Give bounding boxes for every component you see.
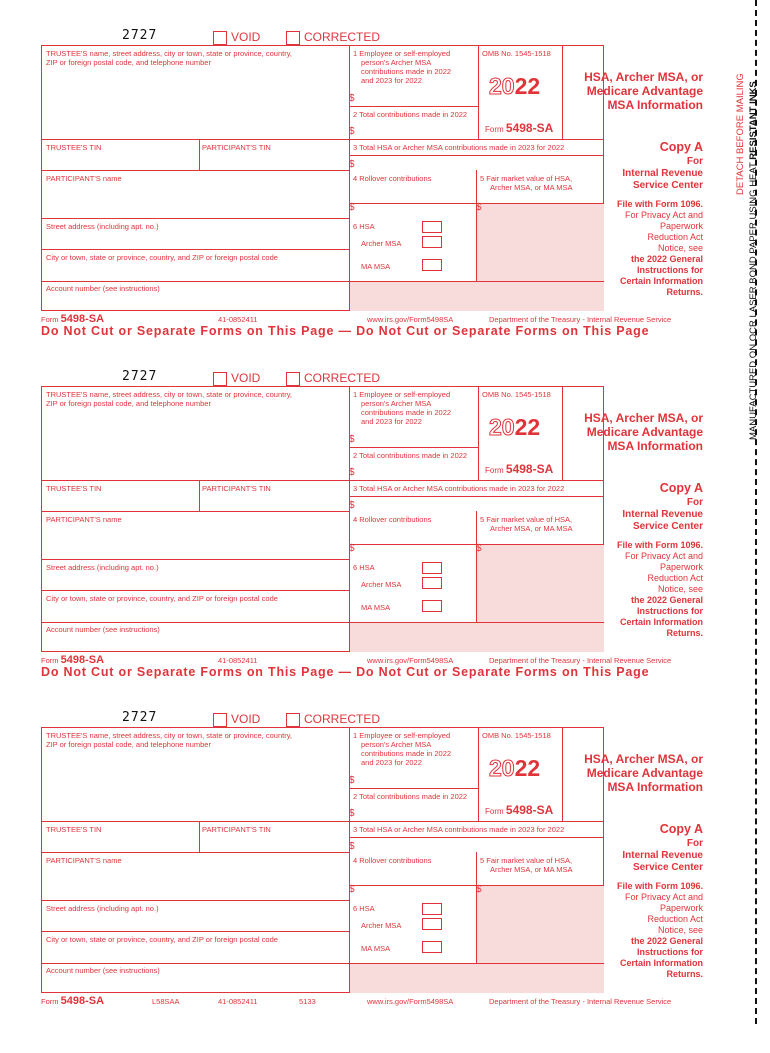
box3-dollar: $ [349, 159, 355, 170]
void-label: VOID [231, 30, 261, 44]
privacy-4: Notice, see [657, 243, 703, 253]
corrected-checkbox[interactable] [286, 713, 300, 727]
trustee-name-label-2: ZIP or foreign postal code, and telephone number [46, 399, 211, 408]
box1-label-3: contributions made in 2022 [361, 408, 452, 417]
hsa-checkbox[interactable] [422, 221, 442, 233]
copy-for: For [686, 156, 703, 167]
privacy-3: Reduction Act [647, 232, 703, 242]
form-title-3: MSA Information [607, 780, 703, 794]
privacy-3: Reduction Act [647, 573, 703, 583]
footer-code: 41-0852411 [218, 997, 258, 1006]
box2-dollar: $ [349, 126, 355, 137]
box6-hsa-label: 6 HSA [353, 563, 375, 572]
footer-code: 41-0852411 [218, 315, 258, 324]
box1-label-3: contributions made in 2022 [361, 67, 452, 76]
side-manufactured-text: MANUFACTURED ON OCR LASER BOND PAPER USING HEAT RESISTANT INKS [748, 81, 759, 440]
tax-year: 2022 [489, 414, 541, 440]
do-not-cut-notice: Do Not Cut or Separate Forms on This Page — Do Not Cut or Separate Forms on This Page [41, 324, 650, 338]
account-label: Account number (see instructions) [46, 966, 160, 975]
box5-label-2: Archer MSA, or MA MSA [490, 524, 573, 533]
street-label: Street address (including apt. no.) [46, 563, 159, 572]
box2-label: 2 Total contributions made in 2022 [353, 792, 468, 801]
privacy-4: Notice, see [657, 584, 703, 594]
privacy-1: For Privacy Act and [624, 551, 703, 561]
trustee-name-label: TRUSTEE'S name, street address, city or town, state or province, country, [46, 49, 292, 58]
irs-line-1: Internal Revenue [622, 850, 703, 861]
box3-dollar: $ [349, 841, 355, 852]
box4-dollar: $ [349, 884, 355, 895]
omb-number: OMB No. 1545-1518 [482, 390, 551, 399]
form-copy-2 [0, 371, 770, 712]
city-label: City or town, state or province, country, and ZIP or foreign postal code [46, 935, 278, 944]
side-detach-text: DETACH BEFORE MAILING [735, 73, 746, 195]
privacy-4: Notice, see [657, 925, 703, 935]
archer-msa-checkbox[interactable] [422, 577, 442, 589]
archer-msa-checkbox[interactable] [422, 918, 442, 930]
omb-number: OMB No. 1545-1518 [482, 49, 551, 58]
footer-form-id: Form 5498-SA [41, 654, 105, 666]
street-label: Street address (including apt. no.) [46, 222, 159, 231]
form-copy-1 [0, 30, 770, 371]
box4-label: 4 Rollover contributions [353, 515, 432, 524]
copy-a-label: Copy A [659, 140, 703, 154]
file-with: File with Form 1096. [616, 881, 703, 891]
box3-label: 3 Total HSA or Archer MSA contributions made in 2023 for 2022 [353, 143, 565, 152]
trustee-tin-label: TRUSTEE'S TIN [46, 825, 102, 834]
participant-name-label: PARTICIPANT'S name [46, 174, 122, 183]
footer-url: www.irs.gov/Form5498SA [367, 315, 454, 324]
form-title-3: MSA Information [607, 439, 703, 453]
box1-label-3: contributions made in 2022 [361, 749, 452, 758]
box5-label: 5 Fair market value of HSA, [480, 174, 573, 183]
box2-dollar: $ [349, 467, 355, 478]
corrected-label: CORRECTED [304, 30, 381, 44]
ma-msa-label: MA MSA [361, 262, 391, 271]
corrected-checkbox[interactable] [286, 31, 300, 45]
shaded-area [476, 885, 604, 963]
participant-tin-label: PARTICIPANT'S TIN [202, 143, 271, 152]
irs-line-2: Service Center [632, 180, 703, 191]
do-not-cut-notice: Do Not Cut or Separate Forms on This Page — Do Not Cut or Separate Forms on This Page [41, 665, 650, 679]
box5-dollar: $ [476, 202, 482, 213]
trustee-tin-label: TRUSTEE'S TIN [46, 143, 102, 152]
box1-label-4: and 2023 for 2022 [361, 76, 422, 85]
privacy-8: Returns. [666, 969, 703, 979]
box2-dollar: $ [349, 808, 355, 819]
form-title-2: Medicare Advantage [586, 84, 703, 98]
irs-line-1: Internal Revenue [622, 509, 703, 520]
box5-dollar: $ [476, 543, 482, 554]
privacy-1: For Privacy Act and [624, 210, 703, 220]
ma-msa-label: MA MSA [361, 603, 391, 612]
privacy-1: For Privacy Act and [624, 892, 703, 902]
shaded-area [476, 203, 604, 281]
box2-label: 2 Total contributions made in 2022 [353, 451, 468, 460]
copy-for: For [686, 497, 703, 508]
footer-dept: Department of the Treasury - Internal Revenue Service [489, 997, 672, 1006]
box1-label-4: and 2023 for 2022 [361, 758, 422, 767]
shaded-account-area [349, 622, 604, 652]
perforation-cut-line [755, 0, 757, 1024]
box1-label: 1 Employee or self-employed [353, 731, 451, 740]
box5-label-2: Archer MSA, or MA MSA [490, 865, 573, 874]
footer-form-id: Form 5498-SA [41, 313, 105, 325]
box1-label: 1 Employee or self-employed [353, 49, 451, 58]
omb-number: OMB No. 1545-1518 [482, 731, 551, 740]
box1-label-4: and 2023 for 2022 [361, 417, 422, 426]
hsa-checkbox[interactable] [422, 562, 442, 574]
trustee-name-label: TRUSTEE'S name, street address, city or town, state or province, country, [46, 390, 292, 399]
archer-msa-label: Archer MSA [361, 921, 402, 930]
form-id: Form 5498-SA [485, 803, 554, 817]
copy-for: For [686, 838, 703, 849]
trustee-name-label: TRUSTEE'S name, street address, city or town, state or province, country, [46, 731, 292, 740]
privacy-5: the 2022 General [630, 595, 703, 605]
trustee-name-label-2: ZIP or foreign postal code, and telephone number [46, 740, 211, 749]
void-label: VOID [231, 712, 261, 726]
archer-msa-label: Archer MSA [361, 580, 402, 589]
privacy-5: the 2022 General [630, 254, 703, 264]
box3-label: 3 Total HSA or Archer MSA contributions made in 2023 for 2022 [353, 484, 565, 493]
form-title-1: HSA, Archer MSA, or [584, 70, 703, 84]
form-copy-3 [0, 712, 770, 1053]
box5-label-2: Archer MSA, or MA MSA [490, 183, 573, 192]
privacy-8: Returns. [666, 628, 703, 638]
corrected-label: CORRECTED [304, 712, 381, 726]
privacy-5: the 2022 General [630, 936, 703, 946]
box1-label-2: person's Archer MSA [361, 399, 432, 408]
irs-line-2: Service Center [632, 862, 703, 873]
shaded-area [476, 544, 604, 622]
form-title-3: MSA Information [607, 98, 703, 112]
ma-msa-checkbox[interactable] [422, 259, 442, 271]
box4-dollar: $ [349, 202, 355, 213]
privacy-7: Certain Information [619, 958, 703, 968]
box3-dollar: $ [349, 500, 355, 511]
corrected-checkbox[interactable] [286, 372, 300, 386]
participant-name-label: PARTICIPANT'S name [46, 856, 122, 865]
box1-label: 1 Employee or self-employed [353, 390, 451, 399]
form-id: Form 5498-SA [485, 462, 554, 476]
copy-a-panel [604, 140, 703, 298]
footer-dept: Department of the Treasury - Internal Revenue Service [489, 656, 672, 665]
participant-tin-label: PARTICIPANT'S TIN [202, 484, 271, 493]
ma-msa-label: MA MSA [361, 944, 391, 953]
copy-a-panel [604, 822, 703, 980]
footer-url: www.irs.gov/Form5498SA [367, 997, 454, 1006]
box6-hsa-label: 6 HSA [353, 222, 375, 231]
privacy-3: Reduction Act [647, 914, 703, 924]
participant-name-label: PARTICIPANT'S name [46, 515, 122, 524]
tax-year: 2022 [489, 73, 541, 99]
copy-a-panel [604, 481, 703, 639]
footer-url: www.irs.gov/Form5498SA [367, 656, 454, 665]
box1-dollar: $ [349, 434, 355, 445]
form-title-1: HSA, Archer MSA, or [584, 411, 703, 425]
ma-msa-checkbox[interactable] [422, 941, 442, 953]
form-id: Form 5498-SA [485, 121, 554, 135]
box1-label-2: person's Archer MSA [361, 740, 432, 749]
file-with: File with Form 1096. [616, 540, 703, 550]
privacy-8: Returns. [666, 287, 703, 297]
copy-a-label: Copy A [659, 822, 703, 836]
box4-label: 4 Rollover contributions [353, 174, 432, 183]
box1-dollar: $ [349, 93, 355, 104]
irs-line-2: Service Center [632, 521, 703, 532]
footer-dept: Department of the Treasury - Internal Revenue Service [489, 315, 672, 324]
copy-a-label: Copy A [659, 481, 703, 495]
city-label: City or town, state or province, country, and ZIP or foreign postal code [46, 594, 278, 603]
archer-msa-label: Archer MSA [361, 239, 402, 248]
void-checkbox[interactable] [213, 31, 227, 45]
footer-cat: L58SAA [152, 997, 180, 1006]
corrected-label: CORRECTED [304, 371, 381, 385]
privacy-6: Instructions for [636, 606, 703, 616]
void-label: VOID [231, 371, 261, 385]
street-label: Street address (including apt. no.) [46, 904, 159, 913]
trustee-name-label-2: ZIP or foreign postal code, and telephone number [46, 58, 211, 67]
city-label: City or town, state or province, country, and ZIP or foreign postal code [46, 253, 278, 262]
file-with: File with Form 1096. [616, 199, 703, 209]
form-title-2: Medicare Advantage [586, 766, 703, 780]
box5-label: 5 Fair market value of HSA, [480, 515, 573, 524]
box4-dollar: $ [349, 543, 355, 554]
privacy-2: Paperwork [659, 221, 703, 231]
void-checkbox[interactable] [213, 713, 227, 727]
box6-hsa-label: 6 HSA [353, 904, 375, 913]
box3-label: 3 Total HSA or Archer MSA contributions made in 2023 for 2022 [353, 825, 565, 834]
privacy-7: Certain Information [619, 617, 703, 627]
form-header-number: 2727 [122, 710, 158, 725]
account-label: Account number (see instructions) [46, 625, 160, 634]
archer-msa-checkbox[interactable] [422, 236, 442, 248]
shaded-account-area [349, 963, 604, 993]
box1-dollar: $ [349, 775, 355, 786]
participant-tin-label: PARTICIPANT'S TIN [202, 825, 271, 834]
privacy-6: Instructions for [636, 265, 703, 275]
ma-msa-checkbox[interactable] [422, 600, 442, 612]
box1-label-2: person's Archer MSA [361, 58, 432, 67]
footer-num: 5133 [299, 997, 316, 1006]
box5-label: 5 Fair market value of HSA, [480, 856, 573, 865]
privacy-6: Instructions for [636, 947, 703, 957]
box4-label: 4 Rollover contributions [353, 856, 432, 865]
footer-form-id: Form 5498-SA [41, 995, 105, 1007]
form-title-2: Medicare Advantage [586, 425, 703, 439]
privacy-7: Certain Information [619, 276, 703, 286]
irs-line-1: Internal Revenue [622, 168, 703, 179]
void-checkbox[interactable] [213, 372, 227, 386]
box5-dollar: $ [476, 884, 482, 895]
form-header-number: 2727 [122, 369, 158, 384]
box2-label: 2 Total contributions made in 2022 [353, 110, 468, 119]
form-header-number: 2727 [122, 28, 158, 43]
trustee-tin-label: TRUSTEE'S TIN [46, 484, 102, 493]
privacy-2: Paperwork [659, 562, 703, 572]
hsa-checkbox[interactable] [422, 903, 442, 915]
tax-year: 2022 [489, 755, 541, 781]
form-title-1: HSA, Archer MSA, or [584, 752, 703, 766]
footer-code: 41-0852411 [218, 656, 258, 665]
account-label: Account number (see instructions) [46, 284, 160, 293]
shaded-account-area [349, 281, 604, 311]
privacy-2: Paperwork [659, 903, 703, 913]
